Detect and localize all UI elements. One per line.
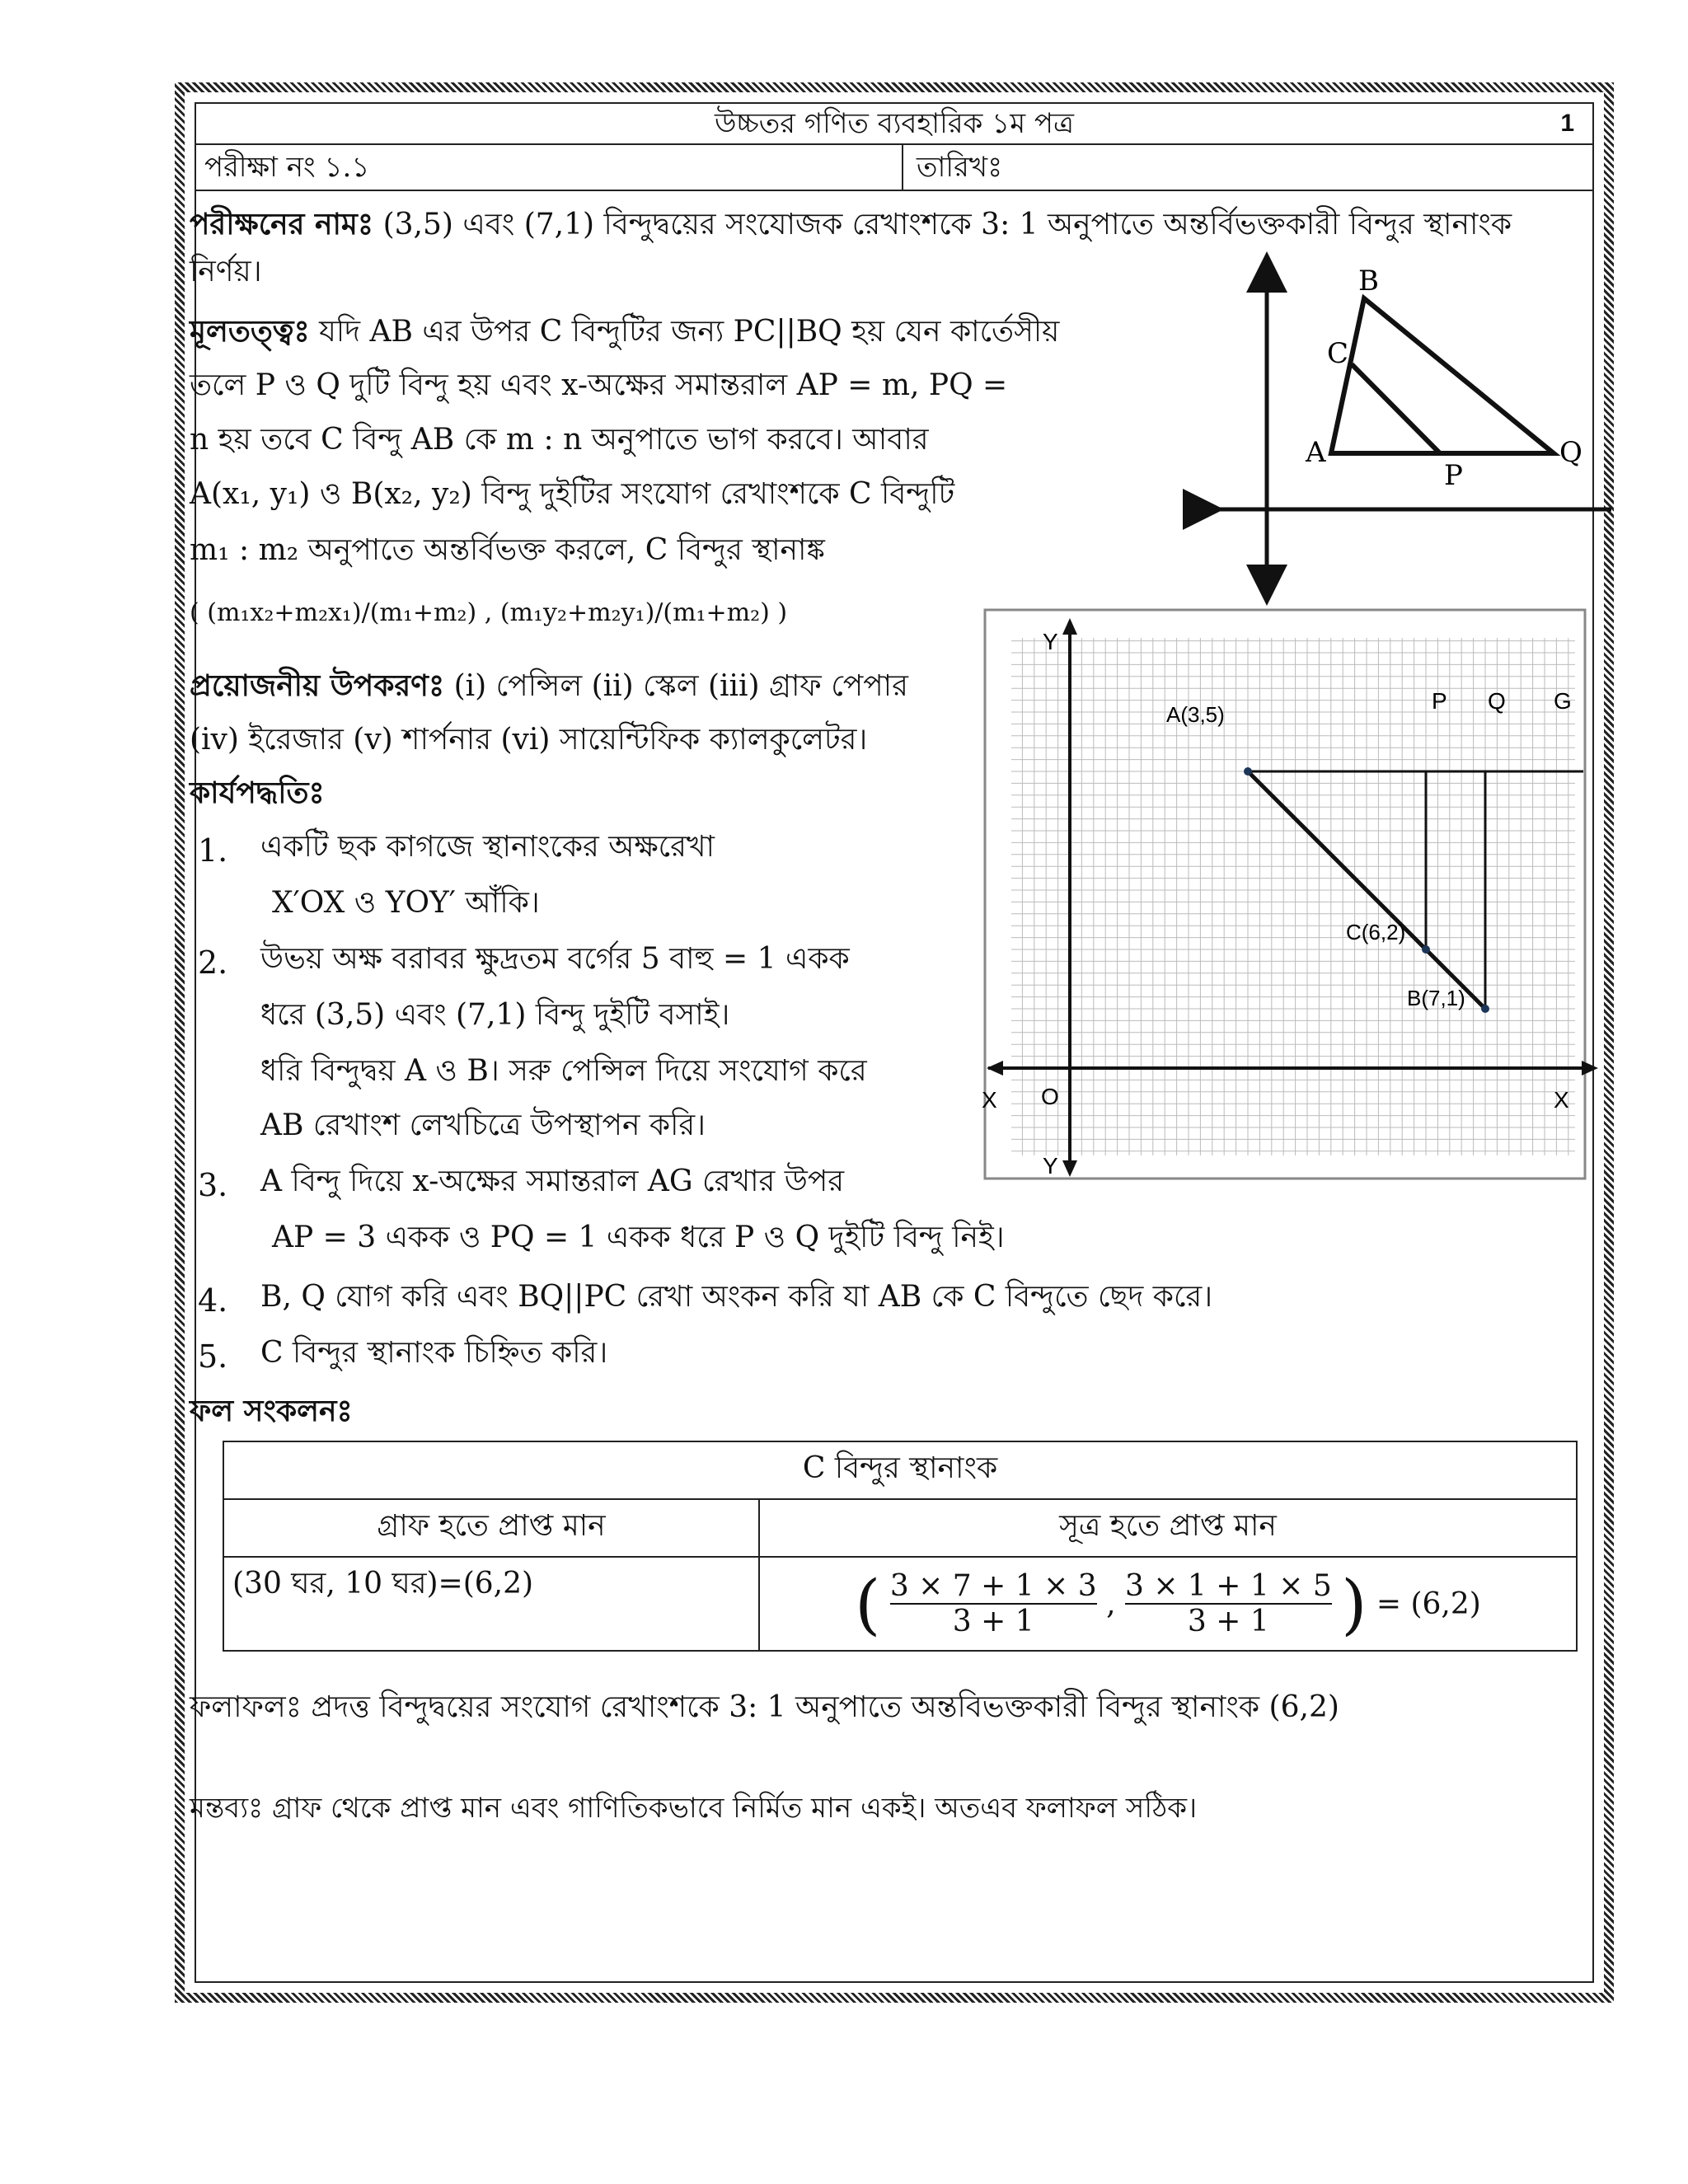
- label-origin: O: [1041, 1084, 1059, 1109]
- label-point-p: P: [1432, 688, 1447, 714]
- diagram-label-c: C: [1327, 337, 1349, 370]
- step-3-line-2: AP = 3 একক ও PQ = 1 একক ধরে P ও Q দুইটি বিন্দু নিই।: [272, 1221, 1005, 1254]
- theory-line-5: m₁ : m₂ অনুপাতে অন্তর্বিভক্ত করলে, C বিন্দুর স্থানাঙ্ক: [190, 533, 825, 567]
- fraction-denominator-1: 3 + 1: [952, 1605, 1034, 1638]
- page-number: 1: [1560, 110, 1574, 137]
- procedure-label: কার্যপদ্ধতিঃ: [190, 776, 325, 810]
- results-label: ফল সংকলনঃ: [190, 1394, 353, 1428]
- equipment-line-1: [190, 659, 908, 713]
- triangle-diagram: [1179, 255, 1615, 593]
- step-2-line-3: ধরি বিন্দুদ্বয় A ও B। সরু পেন্সিল দিয়ে সংযোগ করে: [260, 1054, 867, 1088]
- step-number: 4.: [198, 1282, 228, 1319]
- step-1-line-2: X′OX ও YOY′ আঁকি।: [272, 886, 540, 920]
- step-number: 3.: [198, 1167, 228, 1203]
- theory-text-1: যদি AB এর উপর C বিন্দুটির জন্য PC||BQ হয় যেন কার্তেসীয়: [319, 315, 1060, 349]
- label-point-g: G: [1554, 688, 1572, 714]
- step-number: 5.: [198, 1338, 228, 1375]
- formula-value-cell: ( $\frac{3 \times 7 + 1 \times 3}{3 + 1}$ , $\frac{3 \times 1 + 1 \times 5}{3 + 1}$ ) = (6,2): [759, 1557, 1577, 1651]
- step-4-line-1: B, Q যোগ করি এবং BQ||PC রেখা অংকন করি যা AB কে C বিন্দুতে ছেদ করে।: [260, 1280, 1213, 1314]
- experiment-name-line2: নির্ণয়।: [190, 255, 262, 288]
- page-title: উচ্চতর গণিত ব্যবহারিক ১ম পত্র: [715, 107, 1074, 140]
- label-point-a: A(3,5): [1166, 702, 1225, 727]
- col2-header: সূত্র হতে প্রাপ্ত মান: [759, 1499, 1577, 1557]
- conclusion: ফলাফলঃ প্রদত্ত বিন্দুদ্বয়ের সংযোগ রেখাংশকে 3: 1 অনুপাতে অন্তবিভক্তকারী বিন্দুর স্থানাংক (6,2): [190, 1690, 1339, 1724]
- step-2-line-2: ধরে (3,5) এবং (7,1) বিন্দু দুইটি বসাই।: [260, 998, 730, 1032]
- experiment-name-label: পরীক্ষনের নামঃ: [190, 207, 374, 241]
- fraction-denominator-2: 3 + 1: [1187, 1605, 1269, 1638]
- theory-line-3: n হয় তবে C বিন্দু AB কে m : n অনুপাতে ভাগ করবে। আবার: [190, 423, 929, 457]
- header-row: [196, 104, 1592, 145]
- step-number: 1.: [198, 832, 228, 869]
- results-table: [223, 1441, 1578, 1652]
- label-x-right: X: [1554, 1087, 1569, 1113]
- step-2-line-4: AB রেখাংশ লেখচিত্রে উপস্থাপন করি।: [260, 1108, 706, 1142]
- graph-paper: [983, 608, 1587, 1180]
- point-a: [1244, 767, 1252, 776]
- experiment-name: [190, 198, 1591, 251]
- label-y-bottom: Y: [1043, 1153, 1058, 1179]
- fraction-numerator-2: 3 × 1 + 1 × 5: [1124, 1569, 1332, 1603]
- step-1-line-1: একটি ছক কাগজে স্থানাংকের অক্ষরেখা: [260, 830, 715, 864]
- theory-line-1: [190, 305, 1096, 359]
- fraction-numerator-1: 3 × 7 + 1 × 3: [889, 1569, 1097, 1603]
- step-5-line-1: C বিন্দুর স্থানাংক চিহ্নিত করি।: [260, 1336, 608, 1370]
- label-x-left: X: [982, 1087, 997, 1113]
- step-2-line-1: উভয় অক্ষ বরাবর ক্ষুদ্রতম বর্গের 5 বাহু = 1 একক: [260, 942, 850, 976]
- label-point-c: C(6,2): [1346, 920, 1406, 944]
- label-y-top: Y: [1043, 629, 1058, 654]
- graph-value-cell: (30 ঘর, 10 ঘর)=(6,2): [223, 1557, 759, 1651]
- theory-line-2: তলে P ও Q দুটি বিন্দু হয় এবং x-অক্ষের সমান্তরাল AP = m, PQ =: [190, 368, 1008, 402]
- col1-header: গ্রাফ হতে প্রাপ্ত মান: [223, 1499, 759, 1557]
- equipment-text-1: (i) পেন্সিল (ii) স্কেল (iii) গ্রাফ পেপার: [453, 669, 908, 703]
- diagram-label-a: A: [1306, 436, 1326, 469]
- label-point-b: B(7,1): [1407, 986, 1465, 1010]
- point-b: [1481, 1005, 1489, 1013]
- date-label: তারিখঃ: [902, 145, 1002, 190]
- line-cp: [1352, 364, 1440, 453]
- diagram-label-p: P: [1444, 459, 1463, 492]
- section-formula: ( (m₁x₂+m₂x₁)/(m₁+m₂) , (m₁y₂+m₂y₁)/(m₁+m₂) ): [190, 598, 788, 627]
- diagram-label-b: B: [1358, 265, 1379, 298]
- remark: মন্তব্যঃ গ্রাফ থেকে প্রাপ্ত মান এবং গাণিতিকভাবে নির্মিত মান একই। অতএব ফলাফল সঠিক।: [190, 1792, 1198, 1825]
- diagram-label-q: Q: [1559, 436, 1582, 469]
- table-title: C বিন্দুর স্থানাংক: [223, 1441, 1577, 1499]
- theory-line-4: A(x₁, y₁) ও B(x₂, y₂) বিন্দু দুইটির সংযোগ রেখাংশকে C বিন্দুটি: [190, 477, 955, 511]
- equipment-label: প্রয়োজনীয় উপকরণঃ: [190, 668, 445, 703]
- exam-number: পরীক্ষা নং ১.১: [204, 151, 370, 184]
- experiment-name-line1: (3,5) এবং (7,1) বিন্দুদ্বয়ের সংযোজক রেখাংশকে 3: 1 অনুপাতে অন্তর্বিভক্তকারী বিন্দুর স্থানাংক: [382, 208, 1512, 241]
- formula-result: = (6,2): [1376, 1586, 1481, 1621]
- step-number: 2.: [198, 944, 228, 981]
- label-point-q: Q: [1488, 688, 1506, 714]
- step-3-line-1: A বিন্দু দিয়ে x-অক্ষের সমান্তরাল AG রেখার উপর: [260, 1165, 845, 1198]
- meta-row: [196, 145, 1592, 191]
- equipment-line-2: (iv) ইরেজার (v) শার্পনার (vi) সায়েন্টিফিক ক্যালকুলেটর।: [190, 723, 868, 757]
- point-c: [1422, 945, 1430, 954]
- theory-label: মূলতত্ত্বঃ: [190, 314, 310, 349]
